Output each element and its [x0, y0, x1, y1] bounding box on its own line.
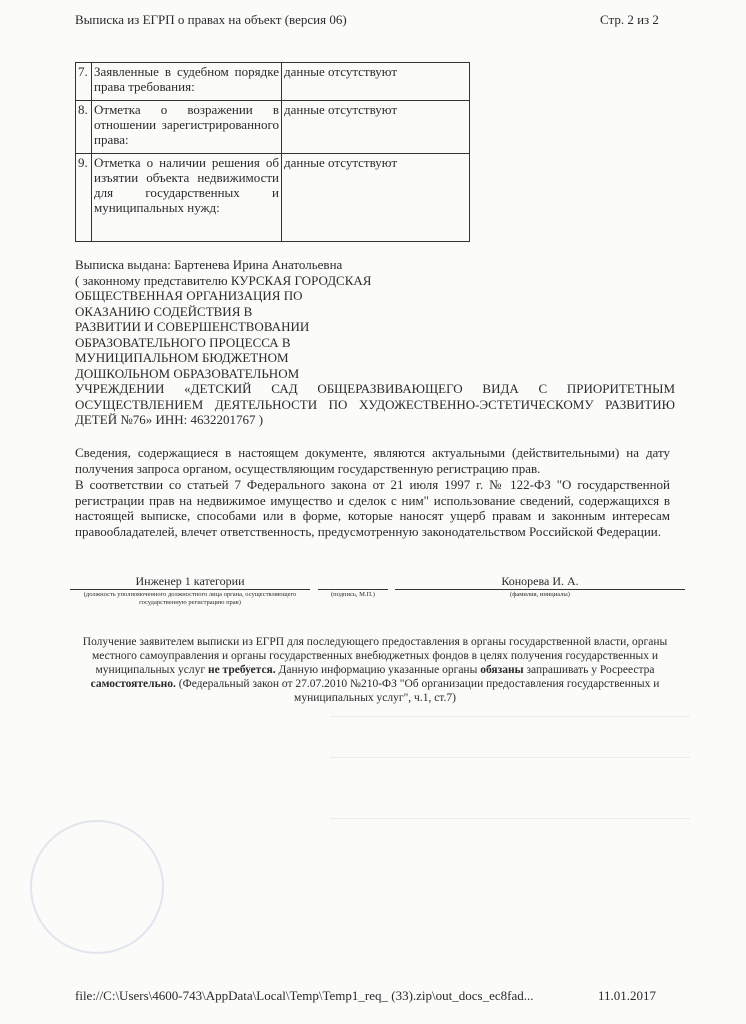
signature-caption: (подпись, М.П.) [331, 591, 375, 598]
table-row [76, 63, 470, 101]
name-caption: (фамилия, инициалы) [510, 591, 570, 598]
rights-table [75, 62, 470, 242]
row-value: данные отсутствуют [282, 101, 470, 154]
row-number: 8. [76, 101, 92, 154]
bleed-through-text [330, 710, 690, 910]
stamp-bleed-through [30, 820, 164, 954]
issued-line: РАЗВИТИИ И СОВЕРШЕНСТВОВАНИИ [75, 319, 310, 334]
header-title: Выписка из ЕГРП о правах на объект (версия 06) [75, 12, 347, 27]
notice-paragraph: Получение заявителем выписки из ЕГРП для последующего предоставления в органы государственной власти, органы местного самоуправления и органы государственных внебюджетных фондов в целях получения государственных и муниципальных услуг не требуется. Данную информацию указанные органы обязаны запрашивать у Росреестра самостоятельно. (Федеральный закон от 27.07.2010 №210-ФЗ "Об организации предоставления государственных и муниципальных услуг", ч.1, ст.7) [82, 636, 668, 704]
issued-line: ОБРАЗОВАТЕЛЬНОГО ПРОЦЕССА В [75, 334, 291, 350]
row-label: Отметка о наличии решения об изъятии объекта недвижимости для государственных и муниципальных нужд: [92, 154, 282, 242]
footer-path: file://C:\Users\4600-743\AppData\Local\Temp\Temp1_req_ (33).zip\out_docs_ec8fad... [75, 988, 534, 1003]
divider [70, 589, 310, 590]
position-caption: (должность уполномоченного должностного лица органа, осуществляющего государственную регистрацию прав) [83, 591, 297, 606]
paragraph-actuality: Сведения, содержащиеся в настоящем документе, являются актуальными (действительными) на дату получения запроса органом, осуществляющим государственную регистрацию прав. [75, 445, 670, 476]
issued-line: ОКАЗАНИЮ СОДЕЙСТВИЯ В [75, 303, 253, 319]
row-number: 7. [76, 63, 92, 101]
divider [395, 589, 685, 590]
issued-line: ДОШКОЛЬНОМ ОБРАЗОВАТЕЛЬНОМ [75, 365, 300, 381]
signer-position: Инженер 1 категории [135, 574, 245, 588]
issued-line: МУНИЦИПАЛЬНОМ БЮДЖЕТНОМ [75, 350, 289, 365]
paragraph-law: В соответствии со статьей 7 Федерального закона от 21 июля 1997 г. № 122-ФЗ "О государственной регистрации прав на недвижимое имущество и сделок с ним" использование сведений, содержащихся в настоящей выписке, способами или в форме, которые наносят ущерб правам и законным интересам правообладателей, влечет ответственность, предусмотренную законодательством Российской Федерации. [75, 477, 670, 539]
issued-line: ( законному представителю КУРСКАЯ ГОРОДСКАЯ [75, 272, 372, 288]
row-label: Заявленные в судебном порядке права требования: [92, 63, 282, 101]
row-value: данные отсутствуют [282, 63, 470, 101]
issued-block [75, 257, 675, 428]
signer-name: Конорева И. А. [501, 574, 579, 588]
table-row [76, 101, 470, 154]
issued-to: Выписка выдана: Бартенева Ирина Анатольевна [75, 257, 343, 272]
footer-date: 11.01.2017 [598, 988, 657, 1003]
divider [318, 589, 388, 590]
row-label: Отметка о возражении в отношении зарегистрированного права: [92, 101, 282, 154]
issued-tail: УЧРЕЖДЕНИИ «ДЕТСКИЙ САД ОБЩЕРАЗВИВАЮЩЕГО ВИДА С ПРИОРИТЕТНЫМ ОСУЩЕСТВЛЕНИЕМ ДЕЯТЕЛЬНОСТИ ПО ХУДОЖЕСТВЕННО-ЭСТЕТИЧЕСКОМУ РАЗВИТИЮ ДЕТЕЙ №76» ИНН: 4632201767 ) [75, 381, 675, 427]
page-number: Стр. 2 из 2 [600, 12, 659, 27]
row-value: данные отсутствуют [282, 154, 470, 242]
table-row [76, 154, 470, 242]
issued-line: ОБЩЕСТВЕННАЯ ОРГАНИЗАЦИЯ ПО [75, 288, 303, 303]
row-number: 9. [76, 154, 92, 242]
